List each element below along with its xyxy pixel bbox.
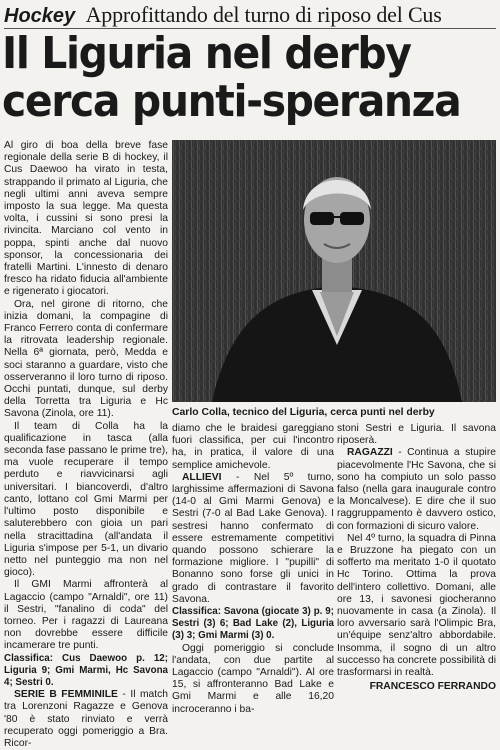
subhead-ragazzi: RAGAZZI (347, 447, 393, 459)
coach-photo-image (172, 140, 496, 402)
headline (2, 30, 463, 126)
paragraph: stoni Sestri e Liguria. Il savona riposerà. (337, 423, 496, 447)
headline-line-1: Il Liguria nel derby (2, 28, 411, 79)
paragraph: Nel 4º turno, la squadra di Pinna e Bruzzone ha piegato con un sofferto ma meritato 1-0 il quotato Hc Torino. Ottima la prova dell'intero collettivo. Domani, alle ore 13, i savonesi giocheranno nuovamente in casa (a Zinola). Il loro avversario sarà l'Olimpic Bra, un'équipe senz'altro abbordabile. Insomma, il sogno di un altro successo ha concrete possibilità di trasformarsi in realtà. (337, 532, 496, 679)
subhead-serie-b-femminile: SERIE B FEMMINILE (14, 689, 118, 701)
article-column-1 (4, 140, 169, 749)
paragraph: Al giro di boa della breve fase regionale della serie B di hockey, il Cus Daewoo ha virato in testa, strappando il primato al Liguria, che negli ultimi anni aveva sempre imposto la sua legge. Ma questa volta, i cussini si sono presi la rivincita. Marciano col vento in poppa, spinti anche dal nuovo sponsor, la concessionaria dei fratelli Martini. L'innesto di denaro fresco ha ridato fiducia all'ambiente e rigenerato i giocatori. (4, 140, 168, 298)
paragraph-text: - Nel 5º turno, larghissime affermazioni di Savona (14-0 al Gmi Marmi Genova) e Sestri (7-0 al Bad Lake Genova). I sestresi hanno confermato di essere estremamente competitivi quando possono schierare la formazione migliore. I "pupilli" di Bonanno sono forse gli unici in grado di contrastare il favorito Savona. (172, 471, 334, 605)
paragraph (337, 447, 496, 532)
paragraph: Oggi pomeriggio si conclude l'andata, con due partite al Lagaccio (campo "Arnaldi"). Al ore 15, si affronteranno Bad Lake e Gmi Marmi e alle 16,20 incroceranno i ba- (172, 642, 334, 715)
standings-allievi: Classifica: Savona (giocate 3) p. 9; Sestri (3) 6; Bad Lake (2), Liguria (3) 3; Gmi Marmi (3) 0. (172, 606, 334, 642)
paragraph (4, 689, 168, 750)
headline-line-2: cerca punti-speranza (2, 76, 461, 127)
section-label: Hockey (4, 5, 76, 27)
paragraph: Il GMI Marmi affronterà al Lagaccio (campo "Arnaldi", ore 11) il Sestri, "fanalino di coda" del torneo. Per i ragazzi di Laureana non dovrebbe essere difficile incamerare tre punti. (4, 579, 168, 652)
kicker (4, 2, 496, 29)
article-column-3 (337, 423, 496, 708)
author-byline: FRANCESCO FERRANDO (369, 681, 496, 693)
article-column-2 (172, 423, 334, 715)
kicker-subtitle: Approfittando del turno di riposo del Cus (85, 2, 442, 27)
subhead-allievi: ALLIEVI (182, 471, 222, 483)
photo-caption: Carlo Colla, tecnico del Liguria, cerca punti nel derby (172, 407, 435, 418)
paragraph (172, 472, 334, 606)
coach-photo (172, 140, 496, 402)
paragraph: Il team di Colla ha la qualificazione in tasca (alla seconda fase passano le prime tre), ma vuole recuperare il tempo perduto e riavvicinarsi agli universitari. I biancoverdi, d'altro canto, lottano col Gmi Marmi per l'ultimo posto disponibile e saluterebbero con gioia un pari nella stracittadina (all'andata il Liguria s'impose per 5-1, un divario netto nel punteggio ma non nel gioco). (4, 420, 168, 579)
paragraph-text: - Continua a stupire piacevolmente l'Hc Savona, che si sono ha compiuto un solo passo falso (nella gara inaugurale contro la Moncalvese). E dire che il suo raggruppamento è davvero ostico, con formazioni di sicuro valore. (337, 447, 496, 532)
paragraph: Ora, nel girone di ritorno, che inizia domani, la compagine di Franco Ferrero conta di confermare la ritrovata leadership regionale. Nella 6ª giornata, però, Medda e soci staranno a guardare, visto che osserveranno il loro turno di riposo. Occhi puntati, dunque, sul derby della Torretta tra Liguria e Hc Savona (Zinola, ore 11). (4, 298, 168, 420)
standings-senior: Classifica: Cus Daewoo p. 12; Liguria 9; Gmi Marmi, Hc Savona 4; Sestri 0. (4, 652, 168, 688)
paragraph: diamo che le braidesi gareggiano fuori classifica, per cui l'incontro ha, in pratica, il valore di una semplice amichevole. (172, 423, 334, 471)
paragraph-text: - Il match tra Lorenzoni Ragazze e Genova '80 è stato rinviato e verrà recuperato oggi pomeriggio a Bra. Ricor- (4, 689, 169, 749)
